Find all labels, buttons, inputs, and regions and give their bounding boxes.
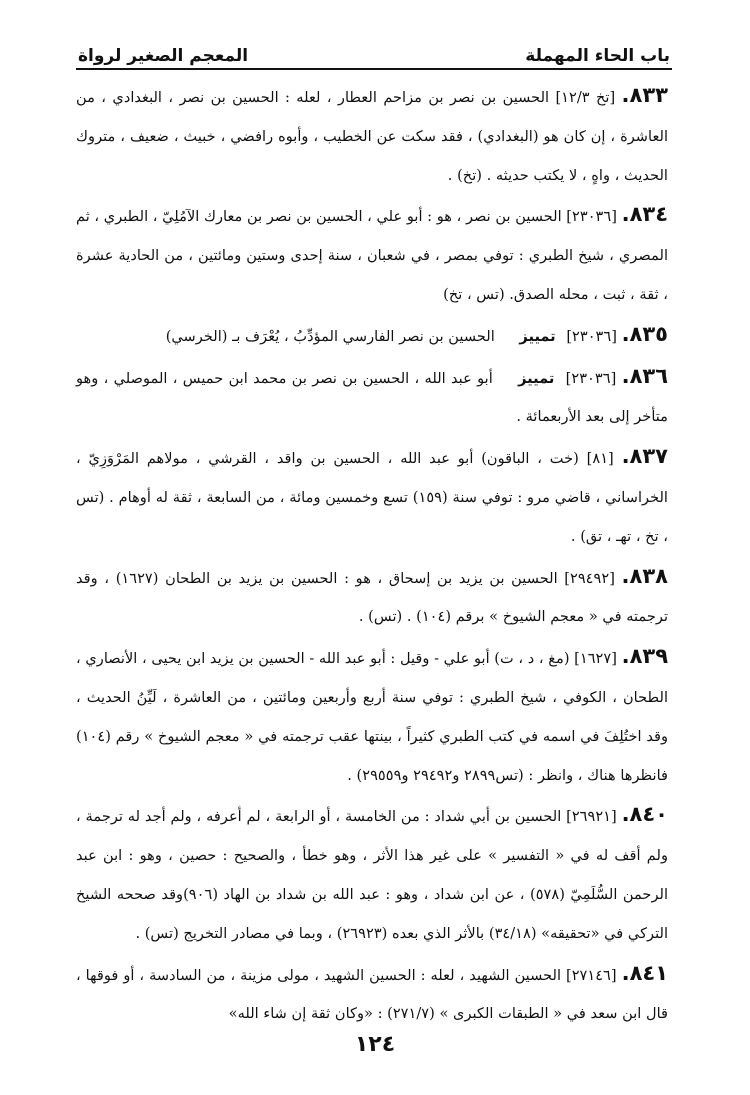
entry-836 [76,357,668,438]
entry-text: أبو عبد الله ، الحسين بن نصر بن محمد ابن حميس ، الموصلي ، وهو متأخر إلى بعد الأربعمائة . [76,369,668,426]
entry-text: الحسين بن نصر الفارسي المؤدِّبُ ، يُعْرَف بـ (الخرسي) [165,327,495,345]
entry-number: ٨٤١. [621,960,669,985]
entry-number: ٨٣٥. [621,321,668,346]
entry-number: ٨٣٤. [621,202,669,227]
entry-number: ٨٣٣. [621,83,668,107]
header-rule [76,68,672,70]
entry-ref: [٢٣٠٣٦] [565,369,617,387]
entry-838 [76,557,668,638]
entry-ref: [٢٣٠٣٦] [566,327,617,345]
book-title: المعجم الصغير لرواة [78,46,249,66]
running-header [78,32,670,66]
entry-number: ٨٤٠. [621,802,668,827]
entry-text: [٨١] (خت ، الباقون) أبو عبد الله ، الحسين بن واقد ، القرشي ، مولاهم المَرْوَزِيّ ، الخراساني ، قاضي مرو : توفي سنة (١٥٩) تسع وخمسين ومائة ، من السابعة ، ثقة له أوهام . (تس ، تخ ، تهـ ، تق) . [76,450,668,545]
entry-834 [76,195,668,314]
entry-text: [٢٩٤٩٢] الحسين بن يزيد بن إسحاق ، هو : الحسين بن يزيد بن الطحان (١٦٢٧) ، وقد ترجمته في « معجم الشيوخ » برقم (١٠٤) . (تس) . [76,569,668,626]
entry-number: ٨٣٦. [621,363,669,388]
entries-body [76,76,668,1034]
entry-text: [٢٧١٤٦] الحسين الشهيد ، لعله : الحسين الشهيد ، مولى مزينة ، من السادسة ، أو فوقها ، قال ابن سعد في « الطبقات الكبرى » (٢٧١/٧) : «وكان ثقة إن شاء الله» [76,966,668,1023]
entry-835 [76,315,668,357]
entry-number: ٨٣٧. [621,444,668,469]
entry-text: [٢٦٩٢١] الحسين بن أبي شداد : من الخامسة ، أو الرابعة ، لم أعرفه ، ولم أجد له ترجمة ، ولم أقف له في « التفسير » على غير هذا الأثر ، وهو خطأ ، والصحيح : حصين ، وهو : ابن عبد الرحمن السُّلَمِيّ (٥٧٨) ، عن ابن شداد ، وهو : عبد الله بن شداد بن الهاد (٩٠٦)وقد صححه الشيخ التركي في «تحقيقه» (٣٤/١٨) بالأثر الذي بعده (٢٦٩٢٣) ، وبما في مصادر التخريج (تس) . [76,808,669,942]
entry-841 [76,954,668,1035]
entry-number: ٨٣٨. [621,563,668,588]
entry-833 [76,76,668,195]
entry-number: ٨٣٩. [621,644,669,669]
entry-text: [٢٣٠٣٦] الحسين بن نصر ، هو : أبو علي ، الحسين بن نصر بن معارك الآمُلِيّ ، الطبري ، ثم المصري ، شيخ الطبري : توفي بمصر ، في شعبان ، سنة إحدى وستين ومائتين ، من الحادية عشرة ، ثقة ، ثبت ، محله الصدق. (تس ، تخ) [76,208,668,303]
entry-text: [تخ ١٢/٣] الحسين بن نصر بن مزاحم العطار ، لعله : الحسين بن نصر ، البغدادي ، من العاشرة ، إن كان هو (البغدادي) ، فقد سكت عن الخطيب ، وأبوه رافضي ، خبيث ، ضعيف ، متروك الحديث ، واهٍ ، لا يكتب حديثه . (تخ) . [76,89,668,184]
entry-text: [١٦٢٧] (مغ ، د ، ت) أبو علي - وقيل : أبو عبد الله - الحسين بن يزيد ابن يحيى ، الأنصاري ، الطحان ، الكوفي ، شيخ الطبري : توفي سنة أربع وأربعين ومائتين ، من العاشرة ، لَيِّنُ الحديث ، وقد اختُلِفَ في اسمه في كتب الطبري كثيراً ، بينتها عقب ترجمته في « معجم الشيوخ » رقم (١٠٤) فانظرها هناك ، وانظر : (تس٢٨٩٩ و٢٩٤٩٢ و٢٩٥٥٩) . [76,650,668,784]
entry-837 [76,437,668,556]
tamyiz-label: تمييز [519,327,556,345]
chapter-title: باب الحاء المهملة [525,46,670,66]
entry-839 [76,637,668,795]
tamyiz-label: تمييز [518,369,555,387]
entry-840 [76,795,668,953]
page-number: ١٢٤ [354,1032,396,1057]
